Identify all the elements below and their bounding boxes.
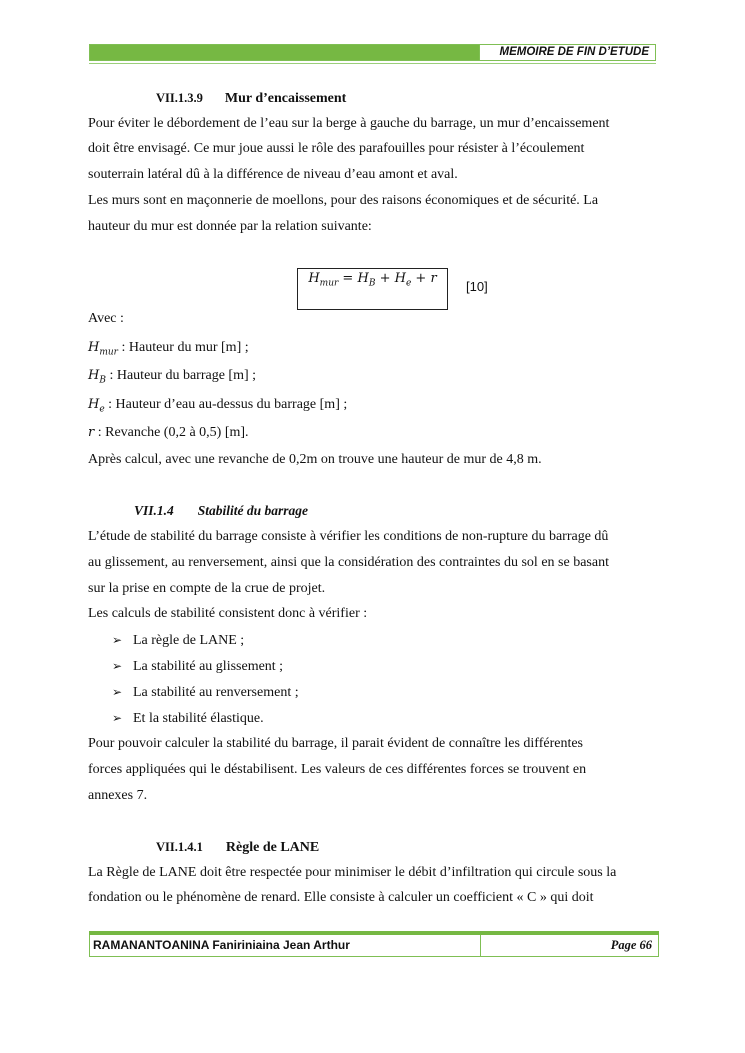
arrow-bullet-icon: ➢ (112, 633, 123, 647)
paragraph-line: annexes 7. (88, 788, 148, 803)
header-green-band (90, 45, 479, 60)
list-item: ➢ Et la stabilité élastique. (112, 711, 264, 726)
list-item: ➢ La stabilité au renversement ; (112, 685, 299, 700)
paragraph-line: Les calculs de stabilité consistent donc à vérifier : (88, 606, 368, 621)
section-title: Règle de LANE (225, 840, 320, 855)
section-title: Stabilité du barrage (197, 503, 309, 518)
paragraph-line: L’étude de stabilité du barrage consiste à vérifier les conditions de non-rupture du barrage dû (88, 529, 609, 544)
variable-definition: r : Revanche (0,2 à 0,5) [m]. (88, 425, 249, 440)
paragraph-line: hauteur du mur est donnée par la relation suivante: (88, 219, 372, 234)
paragraph-line: sur la prise en compte de la crue de projet. (88, 581, 326, 596)
page-footer (89, 931, 659, 957)
paragraph-line: forces appliquées qui le déstabilisent. Les valeurs de ces différentes forces se trouvent en (88, 762, 587, 777)
section-heading-lane (156, 838, 319, 857)
formula-box (297, 268, 448, 310)
arrow-bullet-icon: ➢ (112, 659, 123, 673)
arrow-bullet-icon: ➢ (112, 711, 123, 725)
paragraph-line: fondation ou le phénomène de renard. Elle consiste à calculer un coefficient « C » qui doit (88, 890, 594, 905)
section-number: VII.1.4.1 (156, 840, 203, 854)
paragraph-line: Pour pouvoir calculer la stabilité du barrage, il parait évident de connaître les différentes (88, 736, 583, 751)
formula-reference: [10] (466, 279, 488, 294)
conclusion-line: Après calcul, avec une revanche de 0,2m on trouve une hauteur de mur de 4,8 m. (88, 452, 542, 467)
paragraph-line: Les murs sont en maçonnerie de moellons, pour des raisons économiques et de sécurité. La (88, 193, 599, 208)
section-heading-stabilite (134, 502, 308, 520)
header-rule (89, 63, 656, 64)
header-title: MEMOIRE DE FIN D’ETUDE (479, 45, 655, 60)
footer-page-number: Page 66 (610, 938, 652, 952)
section-number: VII.1.3.9 (156, 91, 203, 105)
section-title: Mur d’encaissement (224, 91, 347, 106)
paragraph-line: Pour éviter le débordement de l’eau sur la berge à gauche du barrage, un mur d’encaissement (88, 116, 610, 131)
section-heading-mur (156, 89, 346, 108)
paragraph-line: doit être envisagé. Ce mur joue aussi le rôle des parafouilles pour résister à l’écoulement (88, 141, 585, 156)
formula-equation: $H_{mur} = H_B + H_e + r$ (308, 271, 437, 289)
variable-definition: $H_B$ : Hauteur du barrage [m] ; (88, 368, 257, 386)
variable-definition: $H_e$ : Hauteur d’eau au-dessus du barrage [m] ; (88, 397, 348, 415)
paragraph-line: souterrain latéral dû à la différence de niveau d’eau amont et aval. (88, 167, 458, 182)
variable-definition: $H_{mur}$ : Hauteur du mur [m] ; (88, 340, 249, 358)
footer-author: RAMANANTOANINA Faniriniaina Jean Arthur (90, 935, 481, 956)
page-header (89, 44, 656, 61)
list-item: ➢ La stabilité au glissement ; (112, 659, 284, 674)
list-item: ➢ La règle de LANE ; (112, 633, 245, 648)
section-number: VII.1.4 (134, 503, 174, 518)
avec-label: Avec : (88, 311, 124, 326)
arrow-bullet-icon: ➢ (112, 685, 123, 699)
paragraph-line: La Règle de LANE doit être respectée pour minimiser le débit d’infiltration qui circule sous la (88, 865, 617, 880)
paragraph-line: au glissement, au renversement, ainsi que la considération des contraintes du sol en se basant (88, 555, 609, 570)
